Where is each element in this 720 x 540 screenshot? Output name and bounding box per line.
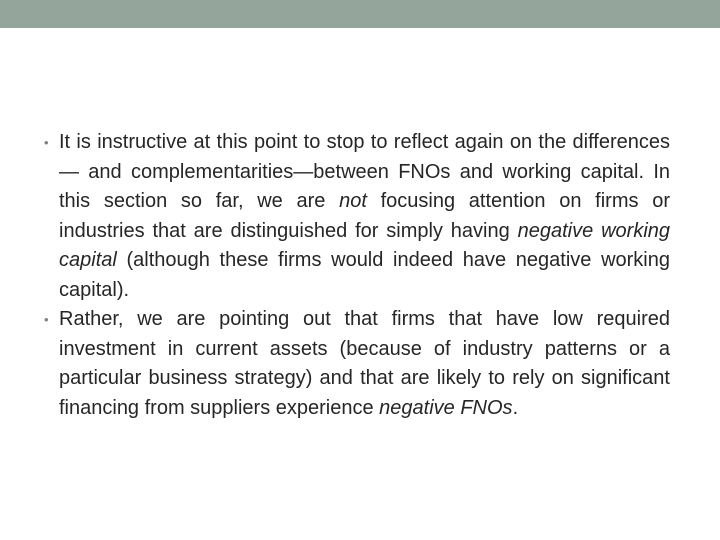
bullet-text-segment: focusing attention on firms or industries that are distinguished for simply having xyxy=(59,190,670,242)
bullet-text-emphasis: negative working capital xyxy=(59,219,671,271)
bullet-text-segment: . xyxy=(512,396,519,419)
bullet-text-segment: Rather, we are pointing out that firms that have low required investment in current assets (because of industry patterns or a particular business strategy) and that are likely to rely on significant financing from suppliers experience xyxy=(59,308,670,419)
bullet-text-emphasis: not xyxy=(339,190,367,212)
bullet-text-segment: (although these firms would indeed have negative working capital). xyxy=(59,249,670,301)
header-bar xyxy=(0,0,720,28)
bullet-item xyxy=(44,305,670,423)
bullet-item xyxy=(44,128,670,305)
bullet-text-emphasis: negative FNOs xyxy=(379,396,513,419)
bullet-text-segment: It is instructive at this point to stop to reflect again on the differences— and complementarities—between FNOs and working capital. In this section so far, we are xyxy=(59,131,670,212)
bullet-icon: • xyxy=(44,135,49,150)
slide-body xyxy=(44,128,670,423)
bullet-icon: • xyxy=(44,312,49,327)
